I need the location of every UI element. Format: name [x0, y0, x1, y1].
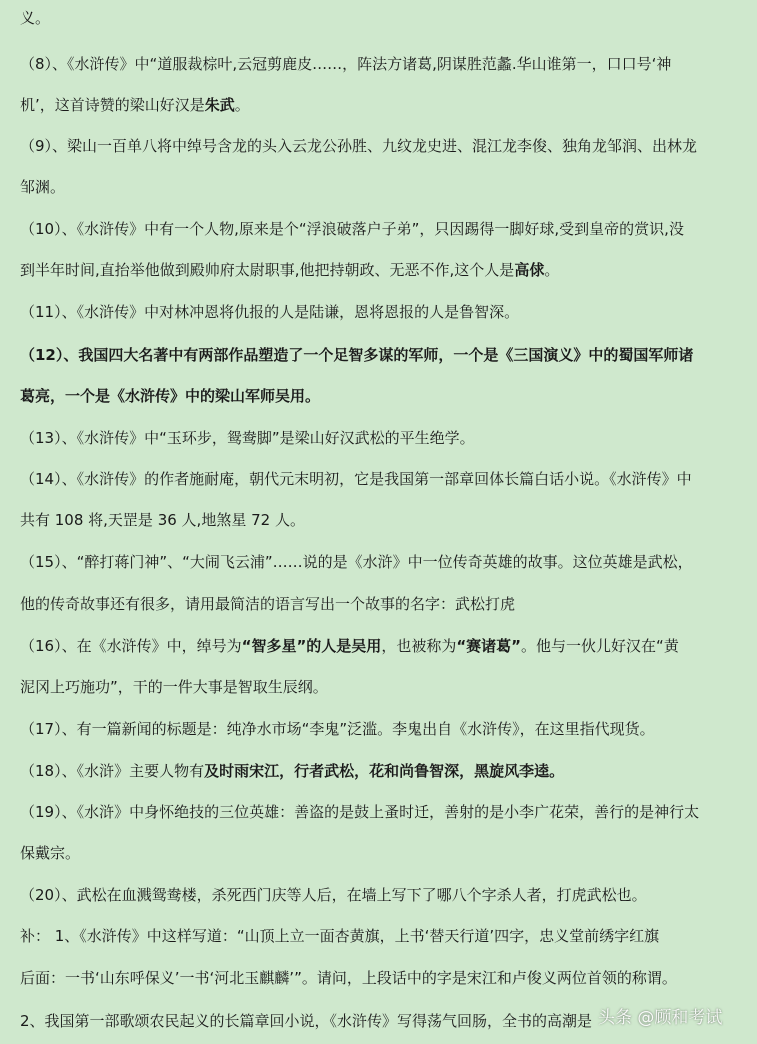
- text-segment: 到半年时间,直抬举他做到殿帅府太尉职事,他把持朝政、无恶不作,这个人是: [20, 261, 515, 279]
- text-line: [20, 926, 743, 946]
- text-line: [20, 677, 743, 697]
- text-line: [20, 345, 743, 365]
- bold-text: 及时雨宋江，行者武松，花和尚鲁智深，黑旋风李逵。: [204, 762, 565, 780]
- text-segment: （11）、《水浒传》中对林冲恩将仇报的人是陆谦，恩将恩报的人是鲁智深。: [20, 303, 520, 321]
- text-segment: 。: [234, 96, 250, 114]
- text-line: [20, 885, 743, 905]
- text-segment: （16）、在《水浒传》中，绰号为: [20, 637, 242, 655]
- text-segment: （17）、有一篇新闻的标题是：纯净水市场“李鬼”泛滥。李鬼出自《水浒传》，在这里指代现货。: [20, 720, 655, 738]
- bold-text: （12）、我国四大名著中有两部作品塑造了一个足智多谋的军师，一个是《三国演义》中的蜀国军师诸: [20, 346, 694, 364]
- text-line: [20, 968, 743, 988]
- text-line: [20, 8, 743, 28]
- text-line: [20, 843, 743, 863]
- text-line: [20, 428, 743, 448]
- text-line: [20, 594, 743, 614]
- bold-text: “智多星”的人是吴用: [241, 637, 382, 655]
- text-segment: 机’，这首诗赞的梁山好汉是: [20, 96, 205, 114]
- text-segment: （10）、《水浒传》中有一个人物,原来是个“浮浪破落户子弟”，只因踢得一脚好球,受到皇帝的赏识,没: [20, 220, 684, 238]
- text-segment: （9）、梁山一百单八将中绰号含龙的头入云龙公孙胜、九纹龙史进、混江龙李俊、独角龙邹润、出林龙: [20, 137, 698, 155]
- text-segment: （19）、《水浒》中身怀绝技的三位英雄：善盗的是鼓上蚤时迁，善射的是小李广花荣，善行的是神行太: [20, 803, 700, 821]
- text-segment: 泥冈上巧施功”，干的一件大事是智取生辰纲。: [20, 678, 328, 696]
- text-line: [20, 719, 743, 739]
- bold-text: 高俅: [514, 261, 545, 279]
- text-line: [20, 136, 743, 156]
- text-line: [20, 302, 743, 322]
- text-segment: 2、我国第一部歌颂农民起义的长篇章回小说，《水浒传》写得荡气回肠，全书的高潮是: [20, 1012, 593, 1030]
- text-segment: 补： 1、《水浒传》中这样写道：“山顶上立一面杏黄旗，上书‘替天行道’四字，忠义堂前绣字红旗: [20, 927, 660, 945]
- text-line: [20, 552, 743, 572]
- text-line: [20, 510, 743, 530]
- text-line: [20, 386, 743, 406]
- text-line: [20, 636, 743, 656]
- text-segment: （14）、《水浒传》的作者施耐庵，朝代元末明初，它是我国第一部章回体长篇白话小说。《水浒传》中: [20, 470, 692, 488]
- text-segment: 义。: [20, 9, 51, 27]
- text-line: [20, 802, 743, 822]
- text-segment: 。他与一伙儿好汉在“黄: [521, 637, 679, 655]
- text-segment: 后面：一书‘山东呼保义’一书‘河北玉麒麟’”。请问，上段话中的字是宋江和卢俊义两位首领的称谓。: [20, 969, 677, 987]
- bold-text: “赛诸葛”: [456, 637, 522, 655]
- text-line: [20, 260, 743, 280]
- text-segment: ，也被称为: [381, 637, 457, 655]
- text-segment: （8）、《水浒传》中“道服裁棕叶,云冠剪鹿皮……，阵法方诸葛,阴谋胜范蠡.华山谁第一，口口号‘神: [20, 55, 672, 73]
- bold-text: 葛亮，一个是《水浒传》中的梁山军师吴用。: [20, 387, 321, 405]
- watermark: 头条 @顾和考试: [598, 1008, 723, 1028]
- text-line: [20, 761, 743, 781]
- text-line: [20, 54, 743, 74]
- text-segment: 保戴宗。: [20, 844, 81, 862]
- bold-text: 朱武: [204, 96, 235, 114]
- text-segment: 共有 108 将,天罡是 36 人,地煞星 72 人。: [20, 511, 305, 529]
- text-segment: 他的传奇故事还有很多，请用最简洁的语言写出一个故事的名字：武松打虎: [20, 595, 516, 613]
- text-segment: （20）、武松在血溅鸳鸯楼，杀死西门庆等人后，在墙上写下了哪八个字杀人者，打虎武松也。: [20, 886, 647, 904]
- text-segment: （13）、《水浒传》中“玉环步，鸳鸯脚”是梁山好汉武松的平生绝学。: [20, 429, 475, 447]
- text-segment: 。: [544, 261, 560, 279]
- text-segment: （15）、“醉打蒋门神”、“大闹飞云浦”……说的是《水浒》中一位传奇英雄的故事。这位英雄是武松，: [20, 553, 693, 571]
- text-line: [20, 469, 743, 489]
- text-line: [20, 219, 743, 239]
- text-line: [20, 177, 743, 197]
- text-line: [20, 95, 743, 115]
- text-segment: 邹渊。: [20, 178, 66, 196]
- text-segment: （18）、《水浒》主要人物有: [20, 762, 205, 780]
